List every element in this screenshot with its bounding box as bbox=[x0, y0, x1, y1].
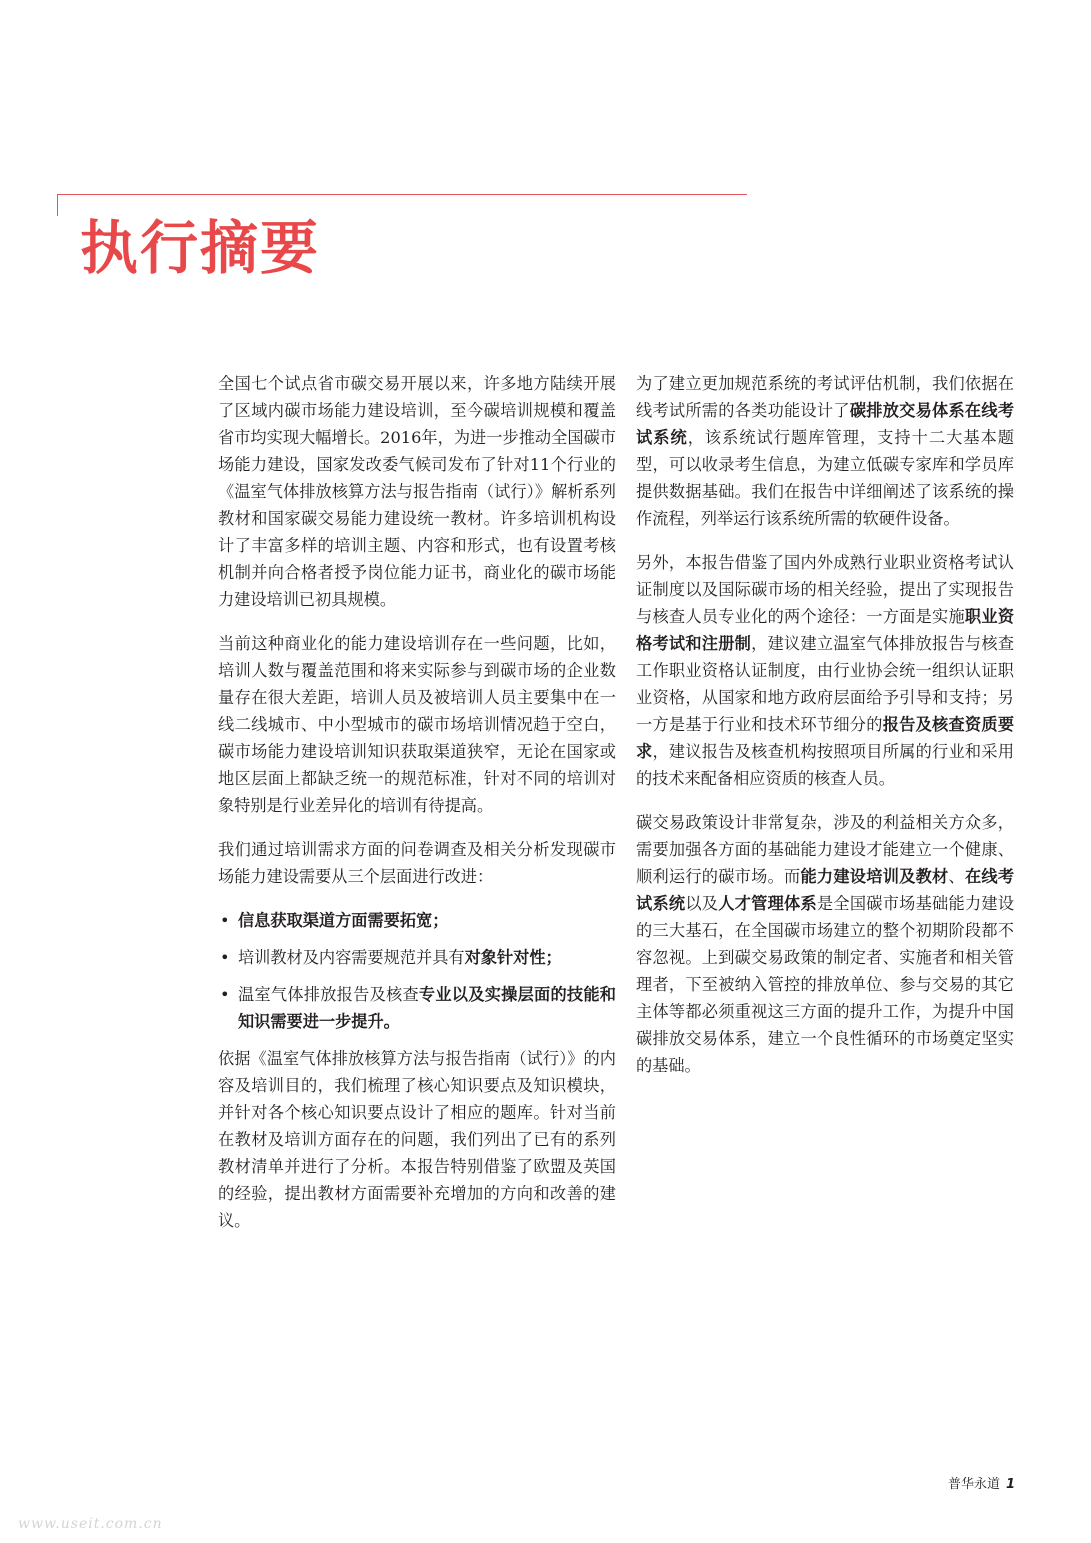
right-p3-text-end: 是全国碳市场基础能力建设的三大基石，在全国碳市场建立的整个初期阶段都不容忽视。上到碳交易政策的制定者、实施者和相关管理者，下至被纳入管控的排放单位、参与交易的其它主体等都必须重视这三方面的提升工作，为提升中国碳排放交易体系，建立一个良性循环的市场奠定坚实的基础。 bbox=[636, 894, 1015, 1075]
right-p3-bold-1: 能力建设培训及教材 bbox=[800, 867, 949, 886]
page-number: 1 bbox=[1005, 1477, 1015, 1492]
title-rule-horizontal bbox=[57, 194, 747, 195]
footer-brand: 普华永道 bbox=[947, 1477, 1000, 1492]
improvement-list bbox=[218, 907, 616, 1035]
right-p1-text-end: ，该系统试行题库管理，支持十二大基本题型，可以收录考生信息，为建立低碳专家库和学员库提供数据基础。我们在报告中详细阐述了该系统的操作流程，列举运行该系统所需的软硬件设备。 bbox=[636, 428, 1014, 528]
bullet-2-bold: 对象针对性； bbox=[464, 948, 562, 967]
bullet-2-text: 培训教材及内容需要规范并具有 bbox=[238, 948, 465, 967]
right-p2-text: 另外，本报告借鉴了国内外成熟行业职业资格考试认证制度以及国际碳市场的相关经验，提出了实现报告与核查人员专业化的两个途径：一方面是实施 bbox=[636, 553, 1014, 626]
right-p3-sep-2: 以及 bbox=[685, 894, 719, 913]
right-p2-bold-1: 职业资格考试和注册制 bbox=[636, 607, 1015, 653]
bullet-3-text: 温室气体排放报告及核查 bbox=[238, 985, 419, 1004]
right-column bbox=[636, 370, 1014, 1096]
right-paragraph-1 bbox=[636, 370, 1014, 532]
left-paragraph-3: 我们通过培训需求方面的问卷调查及相关分析发现碳市场能力建设需要从三个层面进行改进： bbox=[218, 840, 616, 886]
right-p3-text: 碳交易政策设计非常复杂，涉及的利益相关方众多，需要加强各方面的基础能力建设才能建立一个健康、顺利运行的碳市场。而 bbox=[636, 813, 1014, 886]
right-p1-text: 为了建立更加规范系统的考试评估机制，我们依据在线考试所需的各类功能设计了 bbox=[636, 374, 1014, 420]
left-paragraph-4: 依据《温室气体排放核算方法与报告指南（试行）》的内容及培训目的，我们梳理了核心知识要点及知识模块，并针对各个核心知识要点设计了相应的题库。针对当前在教材及培训方面存在的问题，我们列出了已有的系列教材清单并进行了分析。本报告特别借鉴了欧盟及英国的经验，提出教材方面需要补充增加的方向和改善的建议。 bbox=[218, 1049, 616, 1230]
right-p1-bold: 碳排放交易体系在线考试系统 bbox=[636, 401, 1015, 447]
left-paragraph-2: 当前这种商业化的能力建设培训存在一些问题，比如，培训人数与覆盖范围和将来实际参与到碳市场的企业数量存在很大差距，培训人员及被培训人员主要集中在一线二线城市、中小型城市的碳市场培训情况趋于空白，碳市场能力建设培训知识获取渠道狭窄，无论在国家或地区层面上都缺乏统一的规范标准，针对不同的培训对象特别是行业差异化的培训有待提高。 bbox=[218, 634, 616, 815]
page-title: 执行摘要 bbox=[80, 214, 321, 282]
title-rule-vertical bbox=[57, 194, 58, 216]
left-column bbox=[218, 370, 616, 1251]
list-item bbox=[218, 907, 616, 934]
page-footer bbox=[948, 1476, 1015, 1494]
list-item bbox=[218, 981, 616, 1035]
bullet-3-bold: 专业以及实操层面的技能和知识需要进一步提升。 bbox=[238, 985, 616, 1031]
left-paragraph-1: 全国七个试点省市碳交易开展以来，许多地方陆续开展了区域内碳市场能力建设培训，至今碳培训规模和覆盖省市均实现大幅增长。2016年，为进一步推动全国碳市场能力建设，国家发改委气候司发布了针对11个行业的《温室气体排放核算方法与报告指南（试行）》解析系列教材和国家碳交易能力建设统一教材。许多培训机构设计了丰富多样的培训主题、内容和形式，也有设置考核机制并向合格者授予岗位能力证书，商业化的碳市场能力建设培训已初具规模。 bbox=[218, 374, 616, 609]
right-p2-text-mid: ，建议建立温室气体排放报告与核查工作职业资格认证制度，由行业协会统一组织认证职业资格，从国家和地方政府层面给予引导和支持；另一方是基于行业和技术环节细分的 bbox=[636, 634, 1015, 734]
right-p3-bold-2: 在线考试系统 bbox=[636, 867, 1015, 913]
right-p3-sep-1: 、 bbox=[948, 867, 965, 886]
list-item bbox=[218, 944, 616, 971]
right-paragraph-3 bbox=[636, 809, 1014, 1079]
watermark: www.useit.com.cn bbox=[18, 1516, 163, 1532]
right-p2-text-end: ，建议报告及核查机构按照项目所属的行业和采用的技术来配备相应资质的核查人员。 bbox=[636, 742, 1015, 788]
bullet-1-bold: 信息获取渠道方面需要拓宽； bbox=[238, 911, 449, 930]
right-p3-bold-3: 人才管理体系 bbox=[718, 894, 817, 913]
right-p2-bold-2: 报告及核查资质要求 bbox=[636, 715, 1015, 761]
right-paragraph-2 bbox=[636, 549, 1014, 792]
